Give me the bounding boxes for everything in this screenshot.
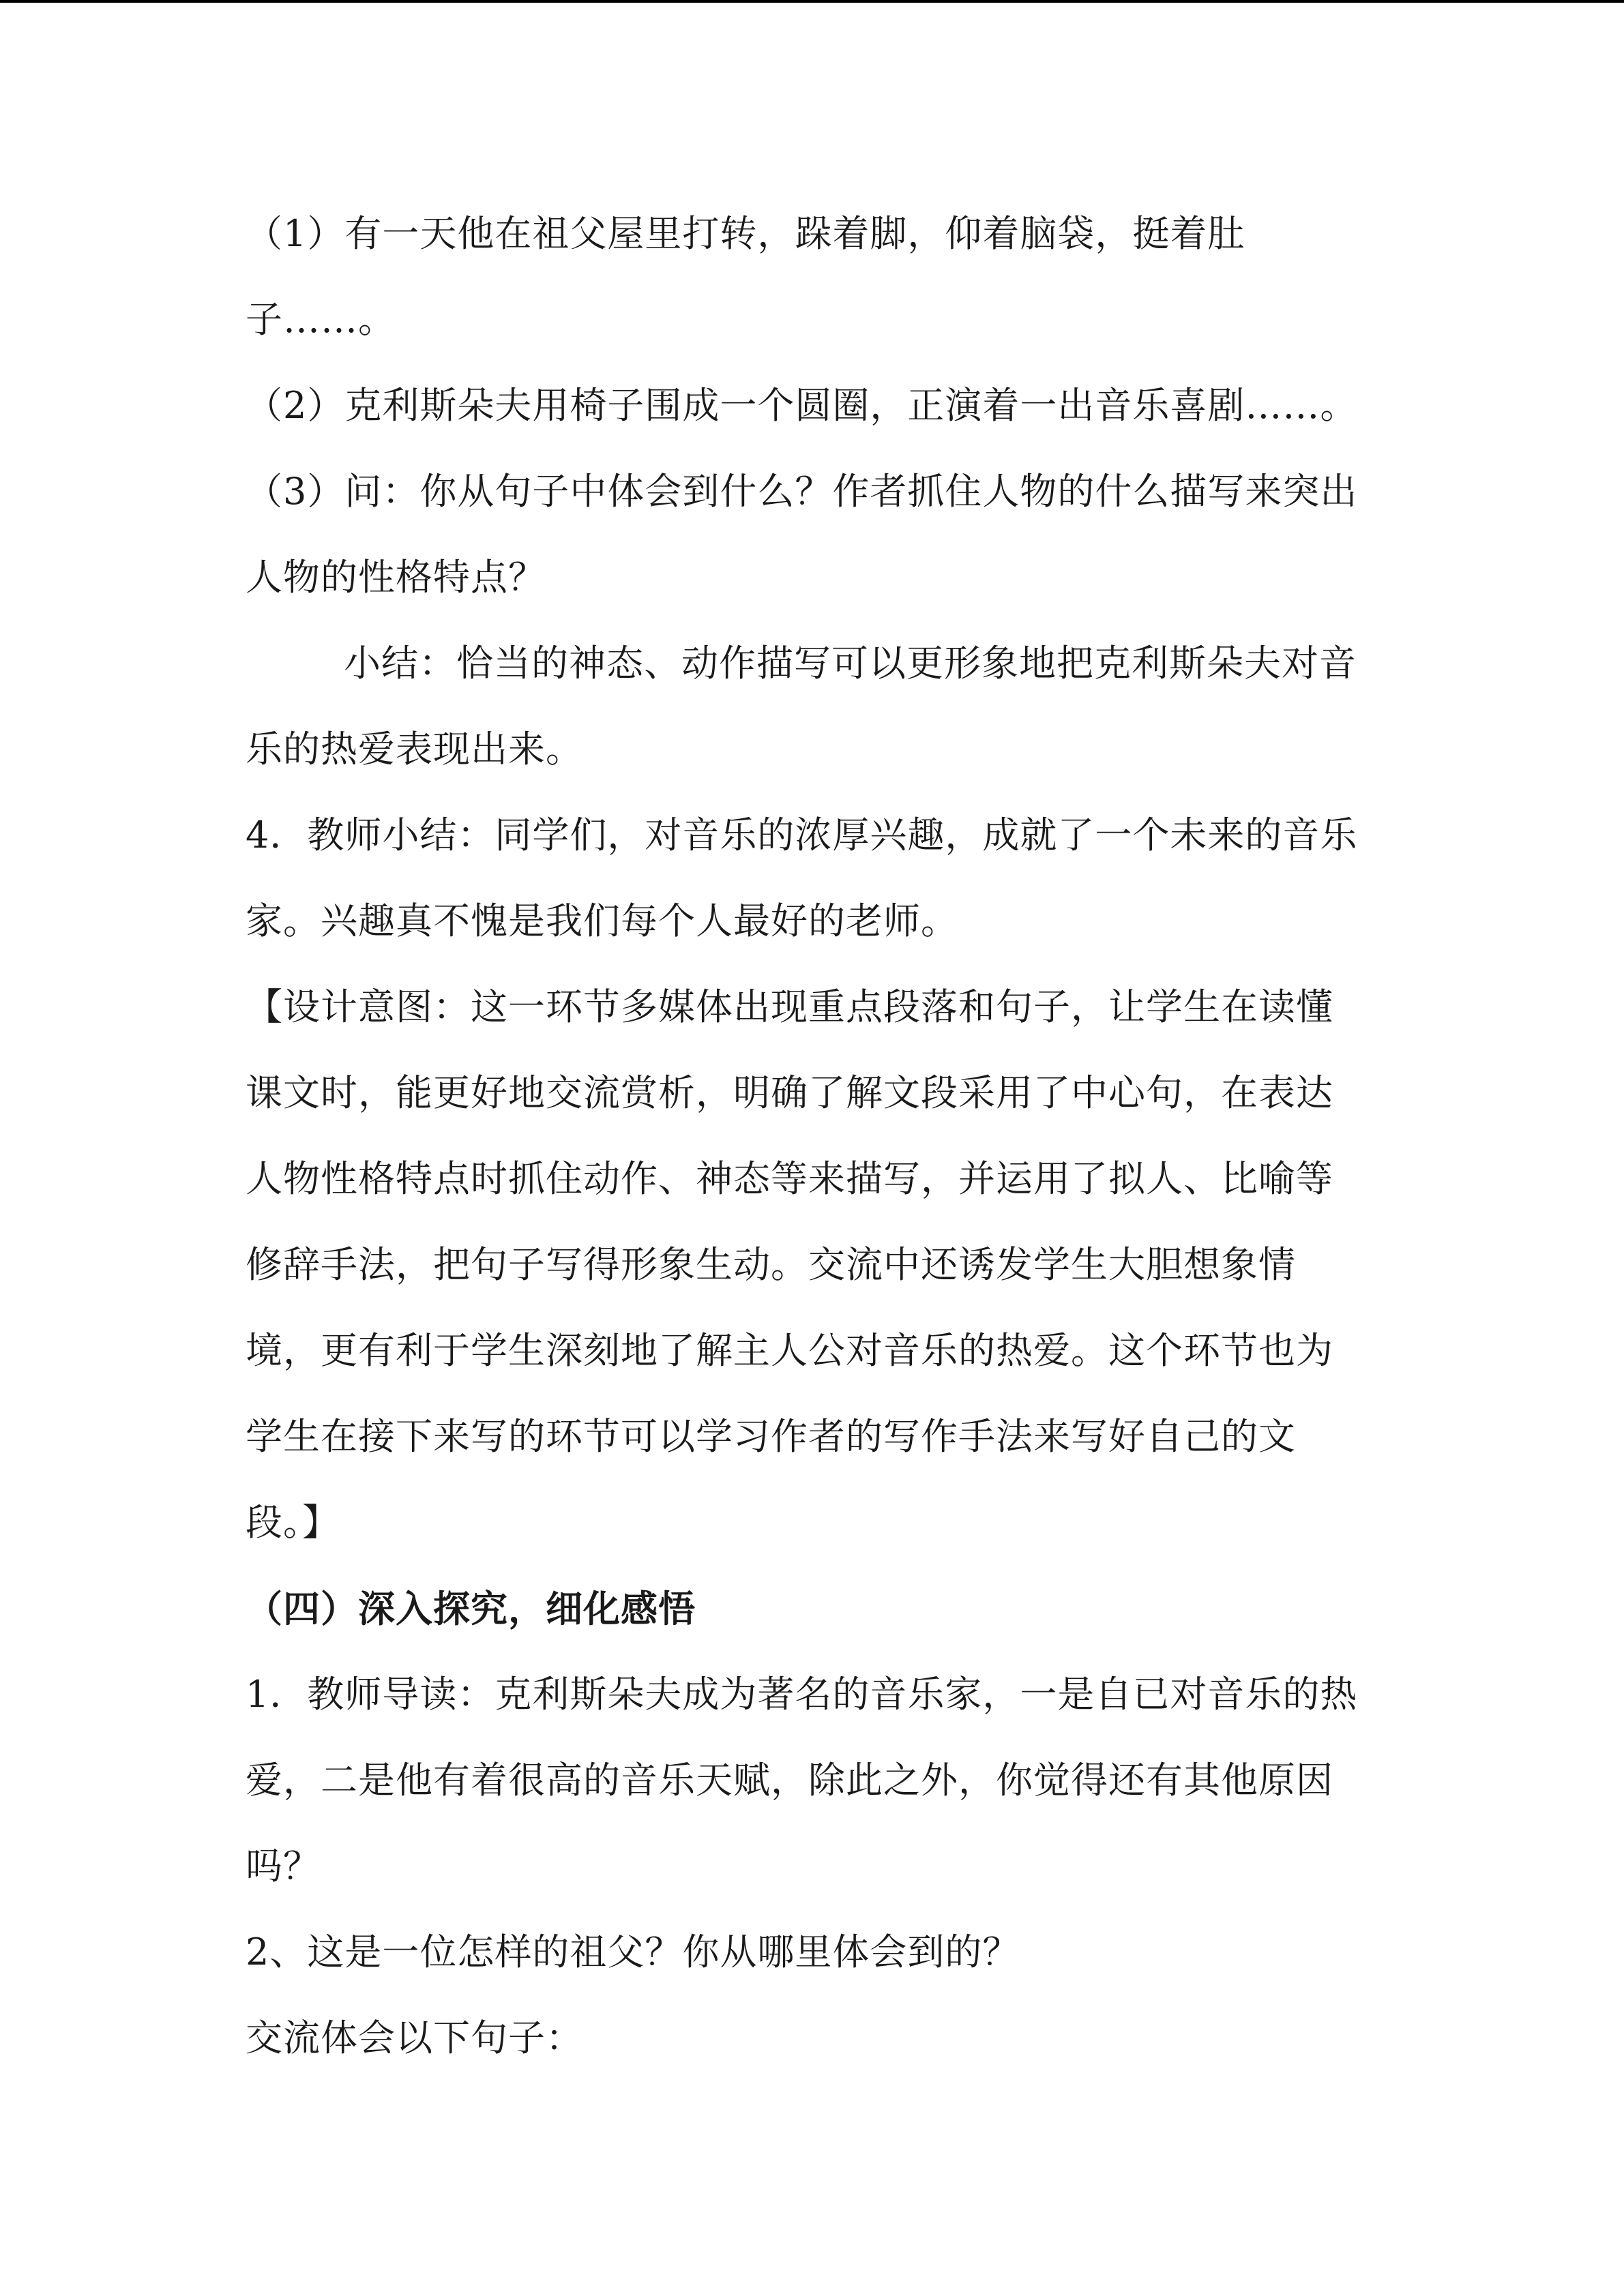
design-intent-line: 人物性格特点时抓住动作、神态等来描写，并运用了拟人、比喻等	[246, 1157, 1333, 1200]
document-body	[246, 191, 1378, 2081]
design-intent-line: 修辞手法，把句子写得形象生动。交流中还诱发学生大胆想象情	[246, 1243, 1296, 1286]
top-border-line	[0, 0, 1624, 3]
paragraph-line: 家。兴趣真不愧是我们每个人最好的老师。	[246, 899, 958, 942]
paragraph-line: 4．教师小结：同学们，对音乐的浓厚兴趣，成就了一个未来的音乐	[246, 814, 1358, 856]
paragraph-line: 2、这是一位怎样的祖父？你从哪里体会到的？	[246, 1930, 1020, 1973]
design-intent-line: 课文时，能更好地交流赏析，明确了解文段采用了中心句，在表达	[246, 1071, 1333, 1114]
summary-line: 小结：恰当的神态、动作描写可以更形象地把克利斯朵夫对音	[344, 642, 1357, 685]
paragraph-line: （2）克利斯朵夫用椅子围成一个圆圈，正演着一出音乐喜剧……。	[246, 384, 1358, 427]
paragraph-line: 乐的热爱表现出来。	[246, 728, 583, 771]
design-intent-line: 学生在接下来写的环节可以学习作者的写作手法来写好自己的文	[246, 1415, 1296, 1458]
paragraph-line: 吗？	[246, 1845, 321, 1888]
paragraph-line: 子……。	[246, 298, 396, 341]
paragraph-line: （3）问：你从句子中体会到什么？作者抓住人物的什么描写来突出	[246, 470, 1358, 513]
design-intent-line: 段。】	[246, 1501, 340, 1544]
paragraph-line: 交流体会以下句子：	[246, 2016, 583, 2059]
section-heading: （四）深入探究，细化感悟	[246, 1587, 696, 1630]
design-intent-line: 【设计意图：这一环节多媒体出现重点段落和句子，让学生在读懂	[246, 985, 1333, 1028]
paragraph-line: 爱，二是他有着很高的音乐天赋，除此之外，你觉得还有其他原因	[246, 1759, 1333, 1802]
paragraph-line: 1．教师导读：克利斯朵夫成为著名的音乐家，一是自已对音乐的热	[246, 1673, 1358, 1716]
paragraph-line: 人物的性格特点？	[246, 556, 546, 599]
design-intent-line: 境，更有利于学生深刻地了解主人公对音乐的热爱。这个环节也为	[246, 1329, 1333, 1372]
paragraph-line: （1）有一天他在祖父屋里打转，跺着脚，仰着脑袋，挺着肚	[246, 212, 1245, 255]
